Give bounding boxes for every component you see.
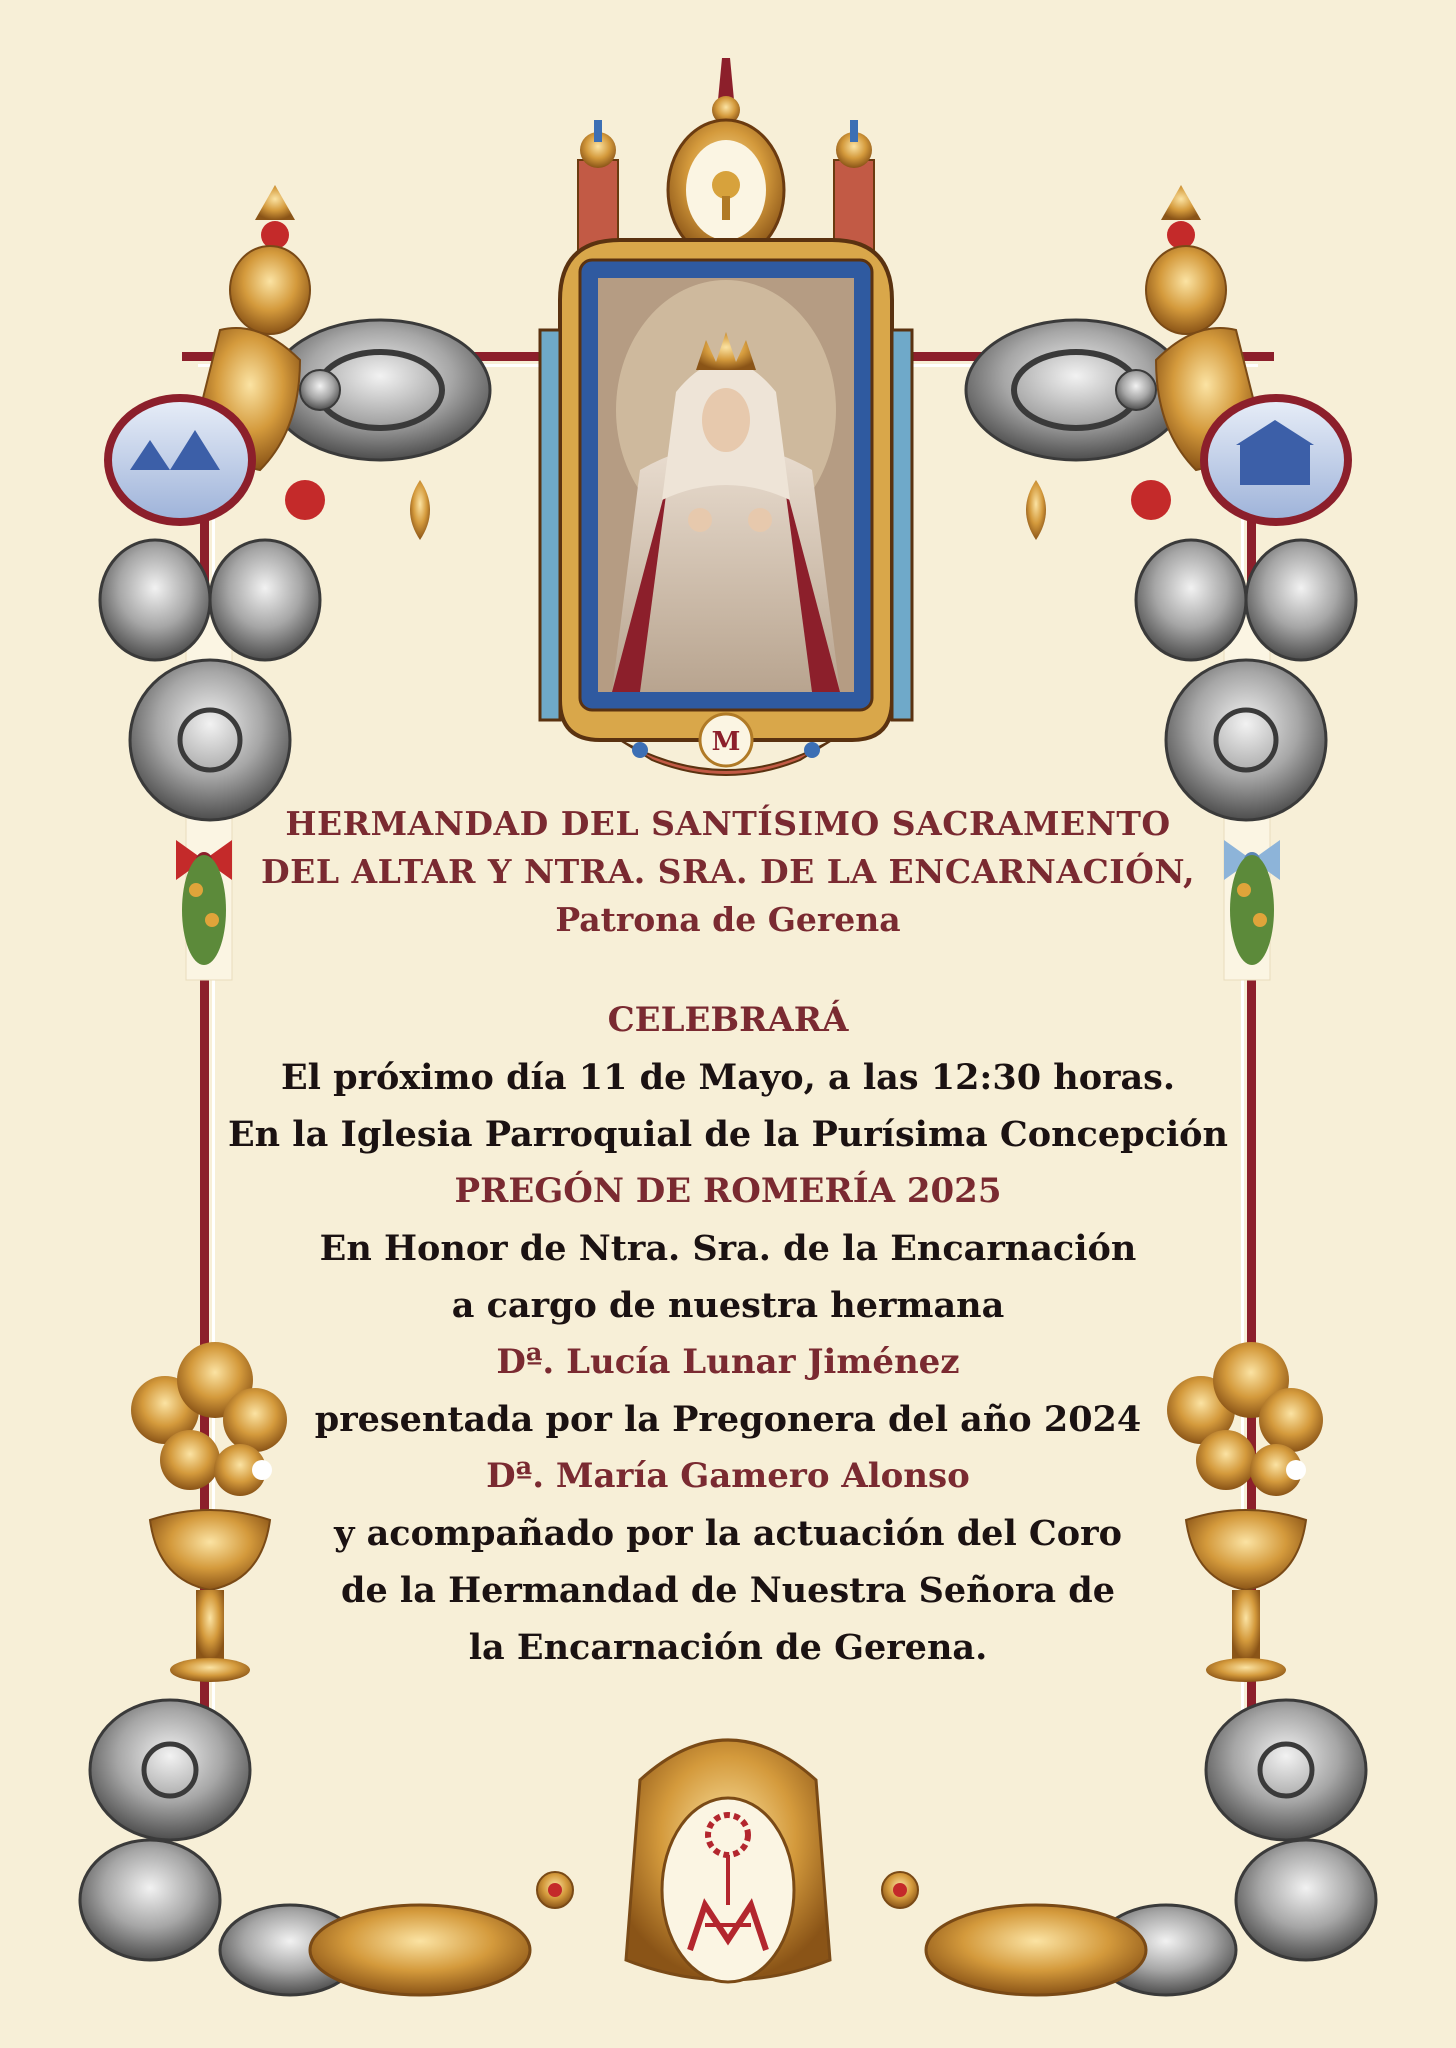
announcement-text bbox=[200, 800, 1256, 1676]
date-line: El próximo día 11 de Mayo, a las 12:30 horas. bbox=[280, 1057, 1176, 1098]
celebrara-heading: CELEBRARÁ bbox=[607, 1000, 849, 1040]
presentada-line: presentada por la Pregonera del año 2024 bbox=[314, 1399, 1142, 1440]
coro-line-1: y acompañado por la actuación del Coro bbox=[334, 1513, 1122, 1554]
brotherhood-title-line2: DEL ALTAR Y NTRA. SRA. DE LA ENCARNACIÓN, bbox=[261, 852, 1195, 891]
coro-line-2: de la Hermandad de Nuestra Señora de bbox=[340, 1570, 1116, 1611]
honor-line: En Honor de Ntra. Sra. de la Encarnación bbox=[319, 1228, 1137, 1269]
place-line: En la Iglesia Parroquial de la Purísima Concepción bbox=[228, 1114, 1228, 1155]
angel-left bbox=[108, 185, 325, 522]
silver-scroll-left-column bbox=[100, 540, 320, 820]
silver-scroll-right-column bbox=[1136, 540, 1356, 820]
svg-text:M: M bbox=[711, 727, 741, 757]
brotherhood-title-line1: HERMANDAD DEL SANTÍSIMO SACRAMENTO bbox=[285, 804, 1171, 843]
event-title: PREGÓN DE ROMERÍA 2025 bbox=[454, 1171, 1002, 1211]
virgin-image bbox=[598, 278, 854, 692]
pregonera-name: Dª. Lucía Lunar Jiménez bbox=[496, 1342, 960, 1382]
presenter-name: Dª. María Gamero Alonso bbox=[486, 1456, 970, 1496]
cargo-line: a cargo de nuestra hermana bbox=[451, 1285, 1005, 1326]
patron-subtitle: Patrona de Gerena bbox=[555, 900, 901, 939]
coro-line-3: la Encarnación de Gerena. bbox=[468, 1627, 988, 1668]
angel-right bbox=[1131, 185, 1348, 522]
